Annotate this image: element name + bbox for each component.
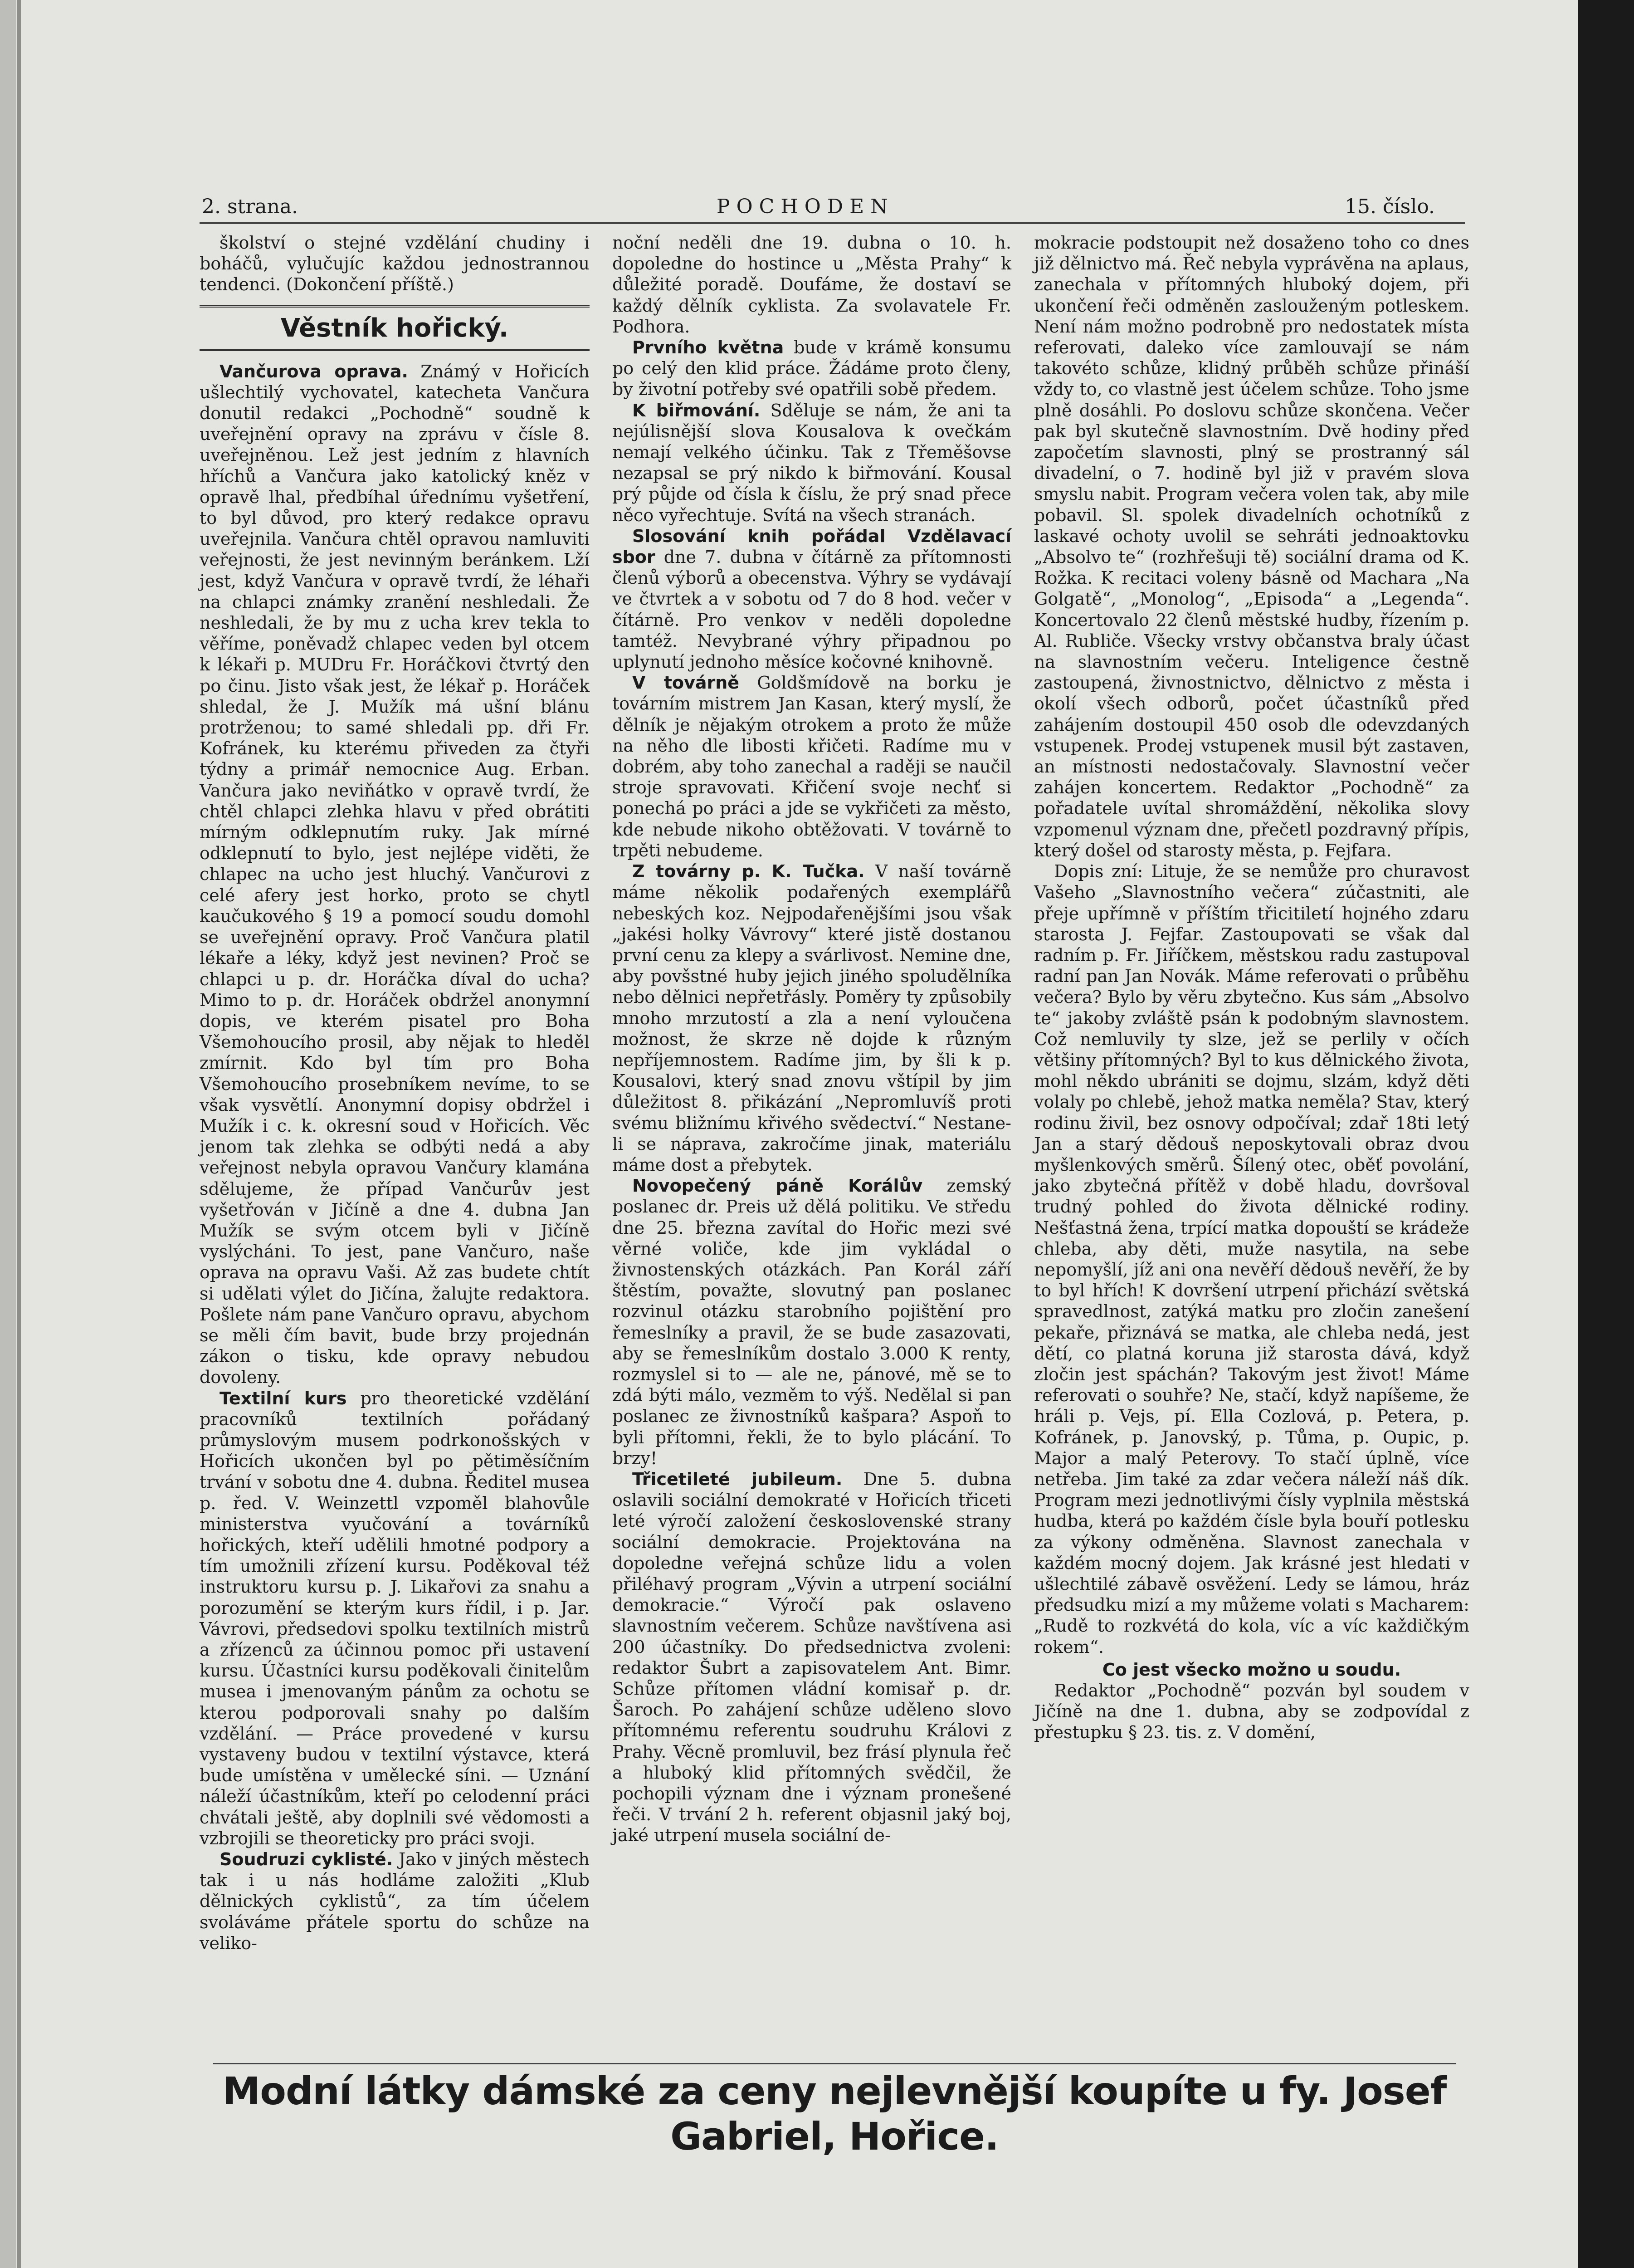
article-heading: V továrně xyxy=(632,673,740,693)
article-heading: Co jest všecko možno u soudu. xyxy=(1102,1659,1401,1680)
masthead-title: POCHODEN xyxy=(717,195,894,218)
page-edge-shadow xyxy=(17,0,21,2268)
article-body: V naší továrně máme několik podařených exemplářů nebeských koz. Nejpodařenějšími jsou však „jakési holky Vávrovy“ které jistě dostanou první cenu za klepy a svárlivost. Nemine dne, aby povšstné huby jejich jiného spoludělníka nebo dělnici nepřetřásly. Poměry ty způsobily mnoho mrzutostí a zla a není vyloučena možnost, že skrze ně dojde k různým nepříjemnostem. Radíme jim, by šli k p. Kousalovi, který snad znovu vštípil by jim důležitost 8. přikázání „Nepromluvíš proti svému bližnímu křivého svědectví.“ Nestane-li se náprava, zakročíme jinak, materiálu máme dost a přebytek. xyxy=(612,861,1011,1175)
header-rule xyxy=(200,222,1465,224)
article-heading: K biřmování. xyxy=(632,400,761,420)
column-3 xyxy=(1034,232,1469,1743)
article-body: Redaktor „Pochodně“ pozván byl soudem v Jičíně na dne 1. dubna, aby se zodpovídal z přestupku § 23. tis. z. V domění, xyxy=(1034,1681,1469,1743)
article-body: Známý v Hořicích ušlechtilý vychovatel, katecheta Vančura donutil redakci „Pochodně“ soudně k uveřejnění opravy na zprávu v čísle 8. uveřejněnou. Lež jest jedním z hlavních hříchů a Vančura jako katolický kněz v opravě lhal, předbíhal úřednímu vyšetření, to byl důvod, pro který redakce opravu uveřejnila. Vančura chtěl opravou namluviti veřejnosti, že jest nevinným beránkem. Lží jest, když Vančura v opravě tvrdí, že léhaři na chlapci známky zranění neshledali. Že neshledali, že by mu z ucha krev tekla to věříme, poněvadž chlapec veden byl otcem k lékaři p. MUDru Fr. Horáčkovi čtvrtý den po činu. Jisto však jest, že lékař p. Horáček shledal, že J. Mužík má ušní blánu protrženou; to samé shledali pp. dři Fr. Kofránek, ku kterému přiveden za čtyři týdny a primář nemocnice Aug. Erban. Vančura jako neviňátko v opravě tvrdí, že chtěl chlapci zlehka hlavu v před obrátiti mírným odklepnutím ruky. Jak mírné odklepnutí to bylo, jest nejlépe viděti, že chlapec na ucho jest hluchý. Vančurovi z celé afery jest horko, proto se chytl kaučukového § 19 a pomocí soudu domohl se uveřejnění opravy. Proč Vančura platil lékaře a léky, když jest nevinen? Proč se chlapci u p. dr. Horáčka díval do ucha? Mimo to p. dr. Horáček obdržel anonymní dopis, ve kterém pisatel pro Boha Všemohoucího prosil, aby nějak to hleděl zmírnit. Kdo byl tím pro Boha Všemohoucího prosebníkem nevíme, to se však vysvětlí. Anonymní dopisy obdržel i Mužík i c. k. okresní soud v Hořicích. Věc jenom tak zlehka se odbýti nedá a aby veřejnost nebyla opravou Vančury klamána sdělujeme, že případ Vančurův jest vyšetřován v Jičíně a dne 4. dubna Jan Mužík se svým otcem byli v Jičíně vyslýcháni. To jest, pane Vančuro, naše oprava na opravu Vaši. Až zas budete chtít si udělati výlet do Jičína, žalujte redaktora. Pošlete nám pane Vančuro opravu, abychom se měli čím bavit, bude brzy projednán zákon o tisku, kde opravy nebudou dovoleny. xyxy=(200,361,590,1388)
article-continuation: školství o stejné vzdělání chudiny i boháčů, vylučujíc každou jednostrannou tendenci. (Dokončení příště.) xyxy=(200,233,590,295)
section-title: Věstník hořický. xyxy=(200,305,590,351)
article-continuation: mokracie podstoupit než dosaženo toho co dnes již dělnictvo má. Řeč nebyla vyprávěna na aplaus, zanechala v přítomných hluboký dojem, při ukončení řeči odměněn zaslouženým potleskem. Není nám možno podrobně pro nedostatek místa referovati, daleko více zamlouvají se nám takovéto schůze, klidný průběh schůze přináší vždy to, co vlastně jest účelem schůze. Toho jsme plně dosáhli. Po doslovu schůze skončena. Večer pak byl skutečně slavnostním. Dvě hodiny před započetím slavnosti, plný se prostranný sál divadelní, o 7. hodině byl již v pravém slova smyslu nabit. Program večera volen tak, aby mile pobavil. Sl. spolek divadelních ochotníků z laskavé ochoty uvolil se sehráti jednoaktovku „Absolvo te“ (rozhřešuji tě) sociální drama od K. Rožka. K recitaci voleny básně od Machara „Na Golgatě“, „Monolog“, „Episoda“ a „Legenda“. Koncertovalo 22 členů městské hudby, řízením p. Al. Rubliče. Všecky vrstvy občanstva braly účast na slavnostním večeru. Inteligence čestně zastoupená, živnostnictvo, dělnictvo z města i okolí všech odborů, počet účastníků před zahájením dostoupil 450 osob dle odevzdaných vstupenek. Prodej vstupenek musil být zastaven, an místnosti nedostačovaly. Slavnostní večer zahájen koncertem. Redaktor „Pochodně“ za pořadatele uvítal shromáždění, několika slovy vzpomenul význam dne, přečetl pozdravný přípis, který došel od starosty města, p. Fejfara. xyxy=(1034,233,1469,860)
article-body: Dne 5. dubna oslavili sociální demokraté v Hořicích třiceti leté výročí založení československé strany sociální demokracie. Projektována na dopoledne veřejná schůze lidu a volen přiléhavý program „Vývin a utrpení sociální demokracie.“ Výročí pak oslaveno slavnostním večerem. Schůze navštívena asi 200 účastníky. Do předsednictva zvoleni: redaktor Šubrt a zapisovatelem Ant. Bimr. Schůze přítomen vládní komisař p. dr. Šaroch. Po zahájení schůze uděleno slovo přítomnému referentu soudruhu Královi z Prahy. Věcně promluvil, bez frásí plynula řeč a hluboký klid přítomných svědčil, že pochopili význam dne i význam pronešené řeči. V trvání 2 h. referent objasnil jaký boj, jaké utrpení musela sociální de- xyxy=(612,1469,1011,1846)
article-dopis: Dopis zní: Lituje, že se nemůže pro churavost Vašeho „Slavnostního večera“ zúčastniti, ale přeje upřímně v příštím třicitiletí hojného zdaru starosta J. Fejfar. Zastoupovati se však dal radním p. Fr. Jiříčkem, městskou radu zastupoval radní pan Jan Novák. Máme referovati o průběhu večera? Bylo by věru zbytečno. Kus sám „Absolvo te“ jakoby zvláště psán k podobným slavnostem. Což nemluvily ty slze, jež se perlily v očích většiny přítomných? Byl to kus dělnického života, mohl někdo ubrániti se dojmu, slzám, když děti volaly po chlebě, jehož matka neměla? Stav, který rodinu živil, bez osnovy odpočíval; zdař 18ti letý Jan a starý dědouš neposkytovali obraz dvou myšlenkových směrů. Šílený otec, oběť povolání, jako zbytečná přítěž v době hladu, dovršoval trudný pohled do života dělnické rodiny. Nešťastná žena, trpící matka dopouští se krádeže chleba, aby děti, muže nasytila, na sebe nepomyšlí, jíž ani ona nevěří dědouš nevěří, že by to byl hřích! K dovršení utrpení přichází světská spravedlnost, zatýká matku pro zločin zanešení pekaře, přiznává se matka, ale chleba nedá, jest dětí, co platná koruna již starosta dává, když zločin jest spáchán? Takovým jest život! Máme referovati o souhře? Ne, stačí, když napíšeme, že hráli p. Vejs, pí. Ella Cozlová, p. Petera, p. Kofránek, p. Janovský, p. Tůma, p. Oupic, p. Major a malý Peterovy. To stačí úplně, více netřeba. Jim také za zdar večera náleží náš dík. Program mezi jednotlivými čísly vyplnila městská hudba, která po každém čísle byla bouří potlesku za výkony odměněna. Slavnost zanechala v každém mocný dojem. Jak krásné jest hledati v ušlechtilé zábavě osvěžení. Ledy se lámou, hráz předsudku mizí a my můžeme volati s Macharem: „Rudě to rozkvétá do kola, víc a víc každičkým rokem“. xyxy=(1034,861,1469,1657)
article-textilni-kurs xyxy=(200,1388,590,1849)
scan-background xyxy=(1578,0,1634,2268)
column-2 xyxy=(612,232,1011,1846)
advertisement-banner: Modní látky dámské za ceny nejlevnější koupíte u fy. Josef Gabriel, Hořice. xyxy=(222,2069,1447,2159)
article-k-birmovani xyxy=(612,400,1011,526)
article-heading: Novopečený páně Korálův xyxy=(632,1176,923,1196)
article-heading: Z továrny p. K. Tučka. xyxy=(632,861,865,882)
column-1 xyxy=(200,232,590,1954)
article-heading: Soudruzi cyklisté. xyxy=(219,1849,393,1870)
article-body: bude v krámě konsumu po celý den klid práce. Žádáme proto členy, by životní potřeby své opatřili sobě předem. xyxy=(612,337,1011,400)
article-heading: Třicetileté jubileum. xyxy=(632,1469,843,1489)
page-edge xyxy=(0,0,16,2268)
article-body: Sděluje se nám, že ani ta nejúlisnější slova Kousalova k ovečkám nemají velkého účinku. Tak z Třeměšovse nezapsal se prý nikdo k biřmování. Kousal prý půjde od čísla k číslu, že prý snad přece něco vyřechtuje. Svítá na všech stranách. xyxy=(612,400,1011,525)
article-continuation: noční neděli dne 19. dubna o 10. h. dopoledne do hostince u „Města Prahy“ k důležité poradě. Doufáme, že dostaví se každý dělník cyklista. Za svolavatele Fr. Podhora. xyxy=(612,233,1011,337)
article-v-tovarne xyxy=(612,672,1011,861)
article-novopeceny-koraluv xyxy=(612,1175,1011,1469)
article-body: Goldšmídově na borku je továrním mistrem Jan Kasan, který myslí, že dělník je nějakým otrokem a proto že může na něho dle libosti křičeti. Radíme mu v dobrém, aby toho zanechal a raději se naučil stroje spravovati. Křičení svoje nechť si ponechá po práci a jde se vykřičeti za město, kde nebude nikoho obtěžovati. V továrně to trpěti nebudeme. xyxy=(612,673,1011,860)
article-tricetilete-jubileum xyxy=(612,1469,1011,1846)
article-soudruzi-cykliste xyxy=(200,1849,590,1954)
article-body: zemský poslanec dr. Preis už dělá politiku. Ve středu dne 25. března zavítal do Hořic mezi své věrné voliče, kde jim vykládal o živnostenských otázkách. Pan Korál září štěstím, považte, slovutný pan poslanec rozvinul otázku starobního pojištění pro řemeslníky a pravil, že se bude zasazovati, aby se řemeslníkům dostalo 3.000 K renty, rozmyslel si to — ale ne, pánové, mě se to zdá býti málo, vezměm to výš. Nedělal si pan poslanec ze živnostníků kašpara? Aspoň to byli přítomni, řekli, že to bylo plácání. To brzy! xyxy=(612,1176,1011,1468)
article-heading: Textilní kurs xyxy=(219,1388,347,1408)
article-z-tovarny-tucka xyxy=(612,861,1011,1175)
article-slosovani-knih xyxy=(612,526,1011,672)
article-body: dne 7. dubna v čítárně za přítomnosti členů výborů a obecenstva. Výhry se vydávají ve čtvrtek a v sobotu od 7 do 8 hod. večer v čítárně. Pro venkov v neděli dopoledne tamtéž. Nevybrané výhry připadnou po uplynutí jednoho měsíce kočovné knihovně. xyxy=(612,547,1011,672)
article-heading: Vančurova oprava. xyxy=(219,361,408,381)
article-heading: Slosování knih pořádal Vzdělavací sbor xyxy=(612,526,1011,567)
article-body: Jako v jiných městech tak i u nás hodláme založiti „Klub dělnických cyklistů“, za tím účelem svoláváme přátele sportu do schůze na veliko- xyxy=(200,1849,590,1953)
advert-rule xyxy=(213,2063,1456,2064)
page-number: 2. strana. xyxy=(202,195,298,218)
article-body: pro theoretické vzdělání pracovníků textilních pořádaný průmyslovým musem podrkonošských v Hořicích ukončen byl po pětiměsíčním trvání v sobotu dne 4. dubna. Ředitel musea p. řed. V. Weinzettl vzpoměl blahovůle ministerstva vyučování a továrníků hořických, kteří udělili hmotné podpory a tím umožnili zřízení kursu. Poděkoval též instruktoru kursu p. J. Likařovi za snahu a porozumění se kterým kurs řídil, i p. Jar. Vávrovi, předsedovi spolku textilních mistrů a zřízenců za účinnou pomoc při ustavení kursu. Účastníci kursu poděkovali činitelům musea i jmenovaným pánům za ochotu se kterou podporovali snahy po dalším vzdělání. — Práce provedené v kursu vystaveny budou v textilní výstavce, která bude umístěna v umělecké síni. — Uznání náleží účastníkům, kteří po celodenní práci chvátali ještě, aby doplnili své vědomosti a vzbrojili se theoreticky pro práci svoji. xyxy=(200,1388,590,1848)
article-vancurova-oprava xyxy=(200,361,590,1388)
article-heading: Prvního května xyxy=(632,337,784,358)
article-prvniho-kvetna xyxy=(612,337,1011,400)
issue-number: 15. číslo. xyxy=(1345,195,1435,218)
